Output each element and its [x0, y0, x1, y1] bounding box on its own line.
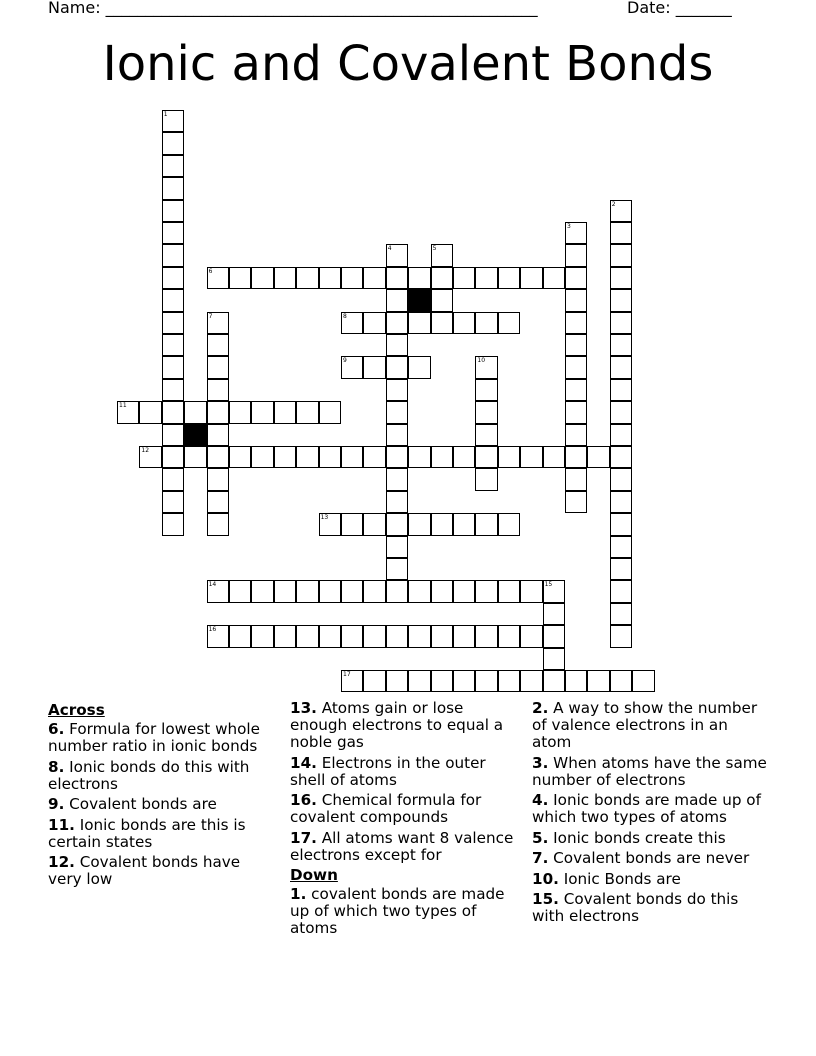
crossword-cell[interactable] — [498, 625, 520, 647]
crossword-cell[interactable] — [117, 401, 139, 423]
clues-column-3 — [532, 700, 772, 929]
crossword-cell[interactable] — [431, 289, 453, 311]
clue-number: 6. — [48, 720, 65, 738]
crossword-cell[interactable] — [475, 312, 497, 334]
crossword-cell[interactable] — [543, 267, 565, 289]
crossword-cell[interactable] — [610, 289, 632, 311]
crossword-cell[interactable] — [520, 670, 542, 692]
crossword-cell[interactable] — [543, 603, 565, 625]
clue-number: 14. — [290, 753, 317, 772]
crossword-cell[interactable] — [610, 334, 632, 356]
crossword-cell[interactable] — [341, 670, 363, 692]
crossword-cell[interactable] — [475, 625, 497, 647]
clue-text: Atoms gain or lose enough electrons to equal a noble gas — [290, 699, 504, 751]
crossword-cell[interactable] — [319, 625, 341, 647]
crossword-cell[interactable] — [520, 267, 542, 289]
crossword-cell[interactable] — [453, 670, 475, 692]
crossword-cell[interactable] — [363, 446, 385, 468]
crossword-cell[interactable] — [363, 513, 385, 535]
crossword-cell[interactable] — [610, 468, 632, 490]
clue-number: 12. — [48, 853, 75, 871]
clue-text: When atoms have the same number of electrons — [532, 753, 767, 789]
crossword-cell[interactable] — [610, 356, 632, 378]
crossword-cell[interactable] — [363, 267, 385, 289]
crossword-cell[interactable] — [207, 401, 229, 423]
crossword-cell[interactable] — [162, 446, 184, 468]
clue-across-9 — [48, 796, 273, 813]
clue-text: Covalent bonds have very low — [48, 853, 241, 888]
crossword-cell[interactable] — [498, 580, 520, 602]
cell-number: 3 — [567, 223, 571, 230]
clue-across-6 — [48, 721, 273, 755]
crossword-cell[interactable] — [408, 580, 430, 602]
crossword-cell[interactable] — [363, 356, 385, 378]
crossword-cell[interactable] — [543, 670, 565, 692]
crossword-cell[interactable] — [475, 267, 497, 289]
crossword-cell[interactable] — [162, 312, 184, 334]
clue-down-10 — [532, 871, 772, 888]
clue-number: 9. — [48, 795, 65, 813]
crossword-cell[interactable] — [207, 334, 229, 356]
crossword-cell[interactable] — [296, 625, 318, 647]
crossword-cell[interactable] — [408, 446, 430, 468]
crossword-cell[interactable] — [565, 401, 587, 423]
clue-down-2 — [532, 700, 772, 751]
crossword-cell[interactable] — [341, 312, 363, 334]
crossword-cell[interactable] — [363, 670, 385, 692]
crossword-cell[interactable] — [341, 513, 363, 535]
crossword-cell[interactable] — [274, 401, 296, 423]
crossword-cell[interactable] — [162, 132, 184, 154]
crossword-cell[interactable] — [610, 200, 632, 222]
crossword-cell[interactable] — [162, 379, 184, 401]
crossword-cell[interactable] — [386, 536, 408, 558]
crossword-cell[interactable] — [565, 289, 587, 311]
crossword-cell[interactable] — [363, 625, 385, 647]
clue-number: 13. — [290, 699, 317, 717]
crossword-cell[interactable] — [610, 222, 632, 244]
cell-number: 5 — [432, 245, 437, 253]
crossword-cell[interactable] — [453, 625, 475, 647]
crossword-cell[interactable] — [543, 580, 565, 602]
crossword-cell[interactable] — [610, 244, 632, 266]
crossword-cell[interactable] — [543, 446, 565, 468]
crossword-cell[interactable] — [587, 670, 609, 692]
crossword-cell[interactable] — [386, 334, 408, 356]
crossword-cell[interactable] — [296, 446, 318, 468]
crossword-cell[interactable] — [251, 446, 273, 468]
crossword-cell[interactable] — [543, 625, 565, 647]
crossword-cell[interactable] — [408, 625, 430, 647]
crossword-cell[interactable] — [408, 356, 430, 378]
crossword-cell[interactable] — [319, 267, 341, 289]
crossword-cell[interactable] — [565, 670, 587, 692]
crossword-cell[interactable] — [319, 446, 341, 468]
crossword-cell[interactable] — [453, 312, 475, 334]
cell-number: 2 — [611, 200, 616, 208]
crossword-cell[interactable] — [632, 670, 654, 692]
crossword-cell[interactable] — [207, 379, 229, 401]
cell-number: 14 — [208, 581, 217, 589]
crossword-cell[interactable] — [565, 267, 587, 289]
clue-number: 15. — [532, 890, 559, 908]
cell-number: 13 — [320, 514, 329, 522]
crossword-cell[interactable] — [543, 648, 565, 670]
black-square — [408, 289, 430, 311]
crossword-cell[interactable] — [386, 491, 408, 513]
clue-down-5 — [532, 830, 772, 847]
crossword-cell[interactable] — [386, 670, 408, 692]
crossword-cell[interactable] — [184, 401, 206, 423]
crossword-cell[interactable] — [475, 424, 497, 446]
crossword-cell[interactable] — [207, 446, 229, 468]
crossword-cell[interactable] — [162, 222, 184, 244]
page-title: Ionic and Covalent Bonds — [102, 36, 714, 92]
clue-across-13 — [290, 700, 520, 751]
crossword-cell[interactable] — [520, 580, 542, 602]
cell-number: 4 — [387, 245, 392, 253]
crossword-cell[interactable] — [296, 580, 318, 602]
clue-text: Electrons in the outer shell of atoms — [290, 753, 486, 789]
crossword-cell[interactable] — [229, 401, 251, 423]
clue-across-17 — [290, 830, 520, 864]
crossword-cell[interactable] — [139, 401, 161, 423]
crossword-cell[interactable] — [520, 446, 542, 468]
crossword-cell[interactable] — [319, 513, 341, 535]
crossword-cell[interactable] — [229, 446, 251, 468]
crossword-cell[interactable] — [251, 267, 273, 289]
crossword-cell[interactable] — [565, 222, 587, 244]
clue-text: Chemical formula for covalent compounds — [290, 791, 482, 826]
clue-text: Formula for lowest whole number ratio in ionic bonds — [48, 720, 260, 755]
crossword-cell[interactable] — [610, 446, 632, 468]
crossword-cell[interactable] — [610, 603, 632, 625]
clue-number: 17. — [290, 828, 317, 847]
crossword-cell[interactable] — [386, 513, 408, 535]
crossword-cell[interactable] — [162, 401, 184, 423]
clue-down-4 — [532, 792, 772, 826]
crossword-cell[interactable] — [565, 334, 587, 356]
crossword-cell[interactable] — [386, 446, 408, 468]
crossword-cell[interactable] — [363, 580, 385, 602]
crossword-cell[interactable] — [498, 670, 520, 692]
crossword-cell[interactable] — [565, 446, 587, 468]
crossword-cell[interactable] — [431, 625, 453, 647]
clue-text: Covalent bonds are never — [553, 849, 750, 867]
crossword-cell[interactable] — [296, 401, 318, 423]
crossword-cell[interactable] — [341, 446, 363, 468]
clue-number: 2. — [532, 699, 549, 717]
crossword-cell[interactable] — [386, 356, 408, 378]
crossword-cell[interactable] — [162, 491, 184, 513]
cell-number: 17 — [343, 671, 351, 678]
crossword-cell[interactable] — [475, 580, 497, 602]
crossword-cell[interactable] — [453, 513, 475, 535]
crossword-cell[interactable] — [408, 513, 430, 535]
crossword-cell[interactable] — [565, 468, 587, 490]
clue-down-7 — [532, 850, 772, 867]
cell-number: 12 — [141, 447, 150, 454]
clue-number: 5. — [532, 828, 549, 847]
crossword-cell[interactable] — [610, 379, 632, 401]
crossword-cell[interactable] — [251, 401, 273, 423]
crossword-cell[interactable] — [319, 580, 341, 602]
clue-across-11 — [48, 817, 273, 851]
crossword-cell[interactable] — [386, 625, 408, 647]
crossword-cell[interactable] — [386, 289, 408, 311]
crossword-cell[interactable] — [386, 424, 408, 446]
clue-text: Covalent bonds are — [69, 795, 217, 813]
crossword-cell[interactable] — [184, 446, 206, 468]
crossword-cell[interactable] — [139, 446, 161, 468]
crossword-cell[interactable] — [162, 267, 184, 289]
crossword-cell[interactable] — [386, 558, 408, 580]
crossword-cell[interactable] — [386, 468, 408, 490]
crossword-cell[interactable] — [498, 446, 520, 468]
cell-number: 8 — [343, 312, 347, 320]
crossword-cell[interactable] — [274, 625, 296, 647]
clue-text: Ionic Bonds are — [563, 869, 681, 888]
crossword-cell[interactable] — [251, 625, 273, 647]
crossword-cell[interactable] — [162, 424, 184, 446]
crossword-cell[interactable] — [363, 312, 385, 334]
crossword-cell[interactable] — [610, 424, 632, 446]
crossword-cell[interactable] — [431, 670, 453, 692]
crossword-cell[interactable] — [386, 401, 408, 423]
crossword-cell[interactable] — [408, 267, 430, 289]
crossword-cell[interactable] — [610, 401, 632, 423]
crossword-cell[interactable] — [610, 536, 632, 558]
cell-number: 1 — [163, 111, 168, 118]
crossword-cell[interactable] — [610, 312, 632, 334]
crossword-cell[interactable] — [162, 200, 184, 222]
crossword-cell[interactable] — [341, 625, 363, 647]
crossword-cell[interactable] — [207, 491, 229, 513]
crossword-cell[interactable] — [453, 446, 475, 468]
clue-down-1 — [290, 886, 520, 937]
crossword-cell[interactable] — [341, 267, 363, 289]
crossword-cell[interactable] — [386, 580, 408, 602]
clue-number: 3. — [532, 753, 549, 772]
crossword-cell[interactable] — [453, 580, 475, 602]
crossword-cell[interactable] — [475, 379, 497, 401]
crossword-cell[interactable] — [162, 177, 184, 199]
crossword-cell[interactable] — [431, 513, 453, 535]
crossword-cell[interactable] — [475, 401, 497, 423]
crossword-cell[interactable] — [207, 513, 229, 535]
black-square — [184, 424, 206, 446]
clue-number: 16. — [290, 791, 317, 809]
crossword-cell[interactable] — [251, 580, 273, 602]
clue-across-12 — [48, 854, 273, 888]
clue-text: Ionic bonds create this — [553, 828, 726, 847]
crossword-cell[interactable] — [610, 670, 632, 692]
crossword-cell[interactable] — [207, 312, 229, 334]
crossword-cell[interactable] — [431, 244, 453, 266]
crossword-cell[interactable] — [341, 580, 363, 602]
crossword-cell[interactable] — [274, 580, 296, 602]
crossword-cell[interactable] — [162, 513, 184, 535]
crossword-cell[interactable] — [229, 580, 251, 602]
crossword-cell[interactable] — [162, 110, 184, 132]
crossword-cell[interactable] — [408, 670, 430, 692]
crossword-cell[interactable] — [475, 670, 497, 692]
crossword-cell[interactable] — [520, 625, 542, 647]
crossword-cell[interactable] — [498, 267, 520, 289]
crossword-cell[interactable] — [207, 356, 229, 378]
clue-text: All atoms want 8 valence electrons except for — [290, 828, 514, 864]
down-heading: Down — [290, 866, 338, 884]
clue-number: 4. — [532, 791, 549, 809]
crossword-cell[interactable] — [386, 244, 408, 266]
crossword-cell[interactable] — [207, 267, 229, 289]
crossword-cell[interactable] — [565, 356, 587, 378]
crossword-cell[interactable] — [565, 244, 587, 266]
cell-number: 9 — [343, 357, 347, 365]
crossword-cell[interactable] — [565, 491, 587, 513]
clue-number: 11. — [48, 815, 75, 834]
crossword-cell[interactable] — [610, 513, 632, 535]
across-heading: Across — [48, 701, 105, 719]
crossword-cell[interactable] — [386, 312, 408, 334]
cell-number: 16 — [208, 626, 217, 634]
crossword-cell[interactable] — [274, 446, 296, 468]
crossword-cell[interactable] — [162, 356, 184, 378]
crossword-cell[interactable] — [498, 312, 520, 334]
crossword-cell[interactable] — [475, 356, 497, 378]
crossword-cell[interactable] — [162, 244, 184, 266]
crossword-cell[interactable] — [162, 155, 184, 177]
clue-across-14 — [290, 755, 520, 789]
clue-down-15 — [532, 891, 772, 925]
crossword-cell[interactable] — [610, 267, 632, 289]
crossword-cell[interactable] — [319, 401, 341, 423]
crossword-cell[interactable] — [610, 625, 632, 647]
clue-number: 7. — [532, 849, 549, 867]
clue-across-16 — [290, 792, 520, 826]
cell-number: 11 — [119, 402, 127, 410]
crossword-cell[interactable] — [341, 356, 363, 378]
date-label[interactable]: Date: _______ — [627, 0, 732, 17]
crossword-cell[interactable] — [408, 312, 430, 334]
crossword-cell[interactable] — [565, 424, 587, 446]
cell-number: 7 — [208, 312, 213, 320]
crossword-cell[interactable] — [565, 312, 587, 334]
crossword-cell[interactable] — [162, 468, 184, 490]
crossword-cell[interactable] — [587, 446, 609, 468]
crossword-cell[interactable] — [610, 558, 632, 580]
clue-text: Ionic bonds are made up of which two types of atoms — [532, 791, 761, 826]
clue-text: Covalent bonds do this with electrons — [532, 890, 739, 925]
crossword-cell[interactable] — [431, 267, 453, 289]
crossword-cell[interactable] — [386, 267, 408, 289]
crossword-cell[interactable] — [498, 513, 520, 535]
crossword-cell[interactable] — [207, 625, 229, 647]
crossword-cell[interactable] — [274, 267, 296, 289]
crossword-cell[interactable] — [296, 267, 318, 289]
cell-number: 6 — [208, 267, 213, 275]
crossword-cell[interactable] — [431, 446, 453, 468]
crossword-cell[interactable] — [475, 513, 497, 535]
clues-column-2 — [290, 700, 520, 941]
crossword-cell[interactable] — [386, 379, 408, 401]
crossword-cell[interactable] — [162, 289, 184, 311]
cell-number: 15 — [544, 581, 553, 589]
clue-text: A way to show the number of valence electrons in an atom — [532, 699, 758, 751]
crossword-cell[interactable] — [162, 334, 184, 356]
crossword-cell[interactable] — [207, 580, 229, 602]
crossword-cell[interactable] — [610, 580, 632, 602]
crossword-cell[interactable] — [229, 625, 251, 647]
cell-number: 10 — [477, 357, 486, 365]
crossword-cell[interactable] — [475, 468, 497, 490]
clue-text: Ionic bonds are this is certain states — [48, 815, 246, 851]
clue-number: 1. — [290, 885, 307, 903]
clues-column-1 — [48, 700, 273, 892]
crossword-cell[interactable] — [610, 491, 632, 513]
clue-down-3 — [532, 755, 772, 789]
clue-across-8 — [48, 759, 273, 793]
crossword-cell[interactable] — [453, 267, 475, 289]
clue-text: covalent bonds are made up of which two types of atoms — [290, 885, 505, 937]
clue-text: Ionic bonds do this with electrons — [48, 757, 250, 793]
clue-number: 8. — [48, 757, 65, 776]
crossword-cell[interactable] — [565, 379, 587, 401]
crossword-cell[interactable] — [229, 267, 251, 289]
crossword-cell[interactable] — [431, 312, 453, 334]
clue-number: 10. — [532, 869, 559, 888]
crossword-cell[interactable] — [431, 580, 453, 602]
crossword-cell[interactable] — [207, 468, 229, 490]
crossword-cell[interactable] — [475, 446, 497, 468]
crossword-cell[interactable] — [207, 424, 229, 446]
name-label[interactable]: Name: ______________________________________________________ — [48, 0, 538, 17]
